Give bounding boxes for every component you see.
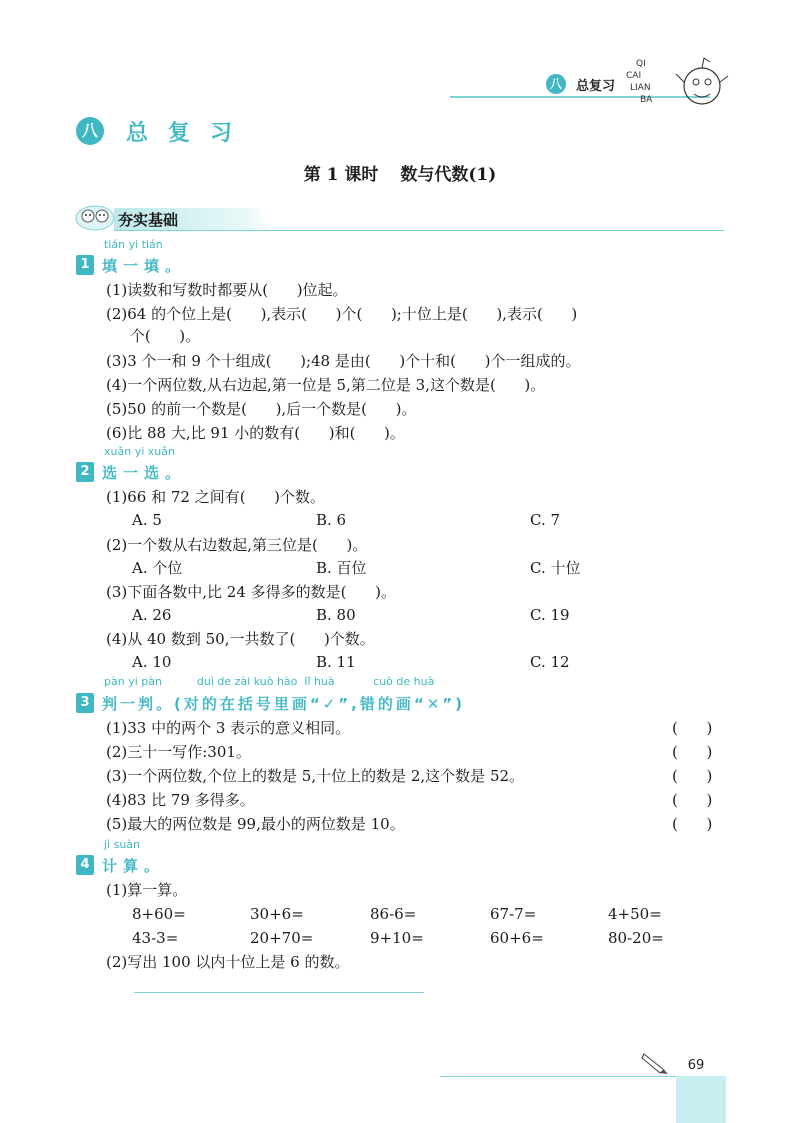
calc-expression: 8+60= <box>132 905 186 923</box>
section-banner <box>74 206 724 228</box>
q3-answer-paren[interactable]: ( ) <box>672 743 713 761</box>
q4-pinyin: jì suàn <box>104 838 141 851</box>
q3-statement: (1)33 中的两个 3 表示的意义相同。 <box>106 719 351 737</box>
unit-heading <box>76 116 252 146</box>
mascot-letter: LIAN <box>630 83 651 93</box>
pencil-icon <box>640 1050 670 1076</box>
q4-number: 4 <box>76 855 94 875</box>
q1-heading <box>76 254 186 276</box>
q2-stem: (4)从 40 数到 50,一共数了( )个数。 <box>106 630 375 648</box>
q2-title: 选一选。 <box>102 463 187 482</box>
q2-choice-a: A. 5 <box>132 511 162 529</box>
calc-expression: 43-3= <box>132 929 179 947</box>
q2-choice-b: B. 11 <box>316 653 356 671</box>
section-title: 夯实基础 <box>118 211 179 229</box>
q2-choice-b: B. 80 <box>316 606 356 624</box>
q2-choice-c: C. 7 <box>530 511 561 529</box>
q2-choice-c: C. 12 <box>530 653 570 671</box>
q1-line: (5)50 的前一个数是( ),后一个数是( )。 <box>106 400 417 418</box>
q2-choice-a: A. 个位 <box>132 559 183 577</box>
lesson-title <box>0 160 800 185</box>
q3-number: 3 <box>76 693 94 713</box>
q2-choice-b: B. 百位 <box>316 559 367 577</box>
banner-rule <box>114 230 724 231</box>
q1-title: 填一填。 <box>102 256 187 275</box>
q3-answer-paren[interactable]: ( ) <box>672 719 713 737</box>
q3-answer-paren[interactable]: ( ) <box>672 791 713 809</box>
q1-line: (3)3 个一和 9 个十组成( );48 是由( )个十和( )个一组成的。 <box>106 352 581 370</box>
q1-line: (2)64 的个位上是( ),表示( )个( );十位上是( ),表示( ) <box>106 305 578 323</box>
mascot-letter: QI <box>636 59 646 69</box>
q3-answer-paren[interactable]: ( ) <box>672 815 713 833</box>
q2-pinyin: xuǎn yi xuǎn <box>104 445 175 458</box>
q2-choice-a: A. 10 <box>132 653 172 671</box>
q4-subquestion: (2)写出 100 以内十位上是 6 的数。 <box>106 953 350 971</box>
q3-title: 判一判。(对的在括号里画“✓”,错的画“✕”) <box>102 694 465 713</box>
mascot-letter: CAI <box>626 71 642 81</box>
q1-line: (1)读数和写数时都要从( )位起。 <box>106 281 348 299</box>
calc-expression: 80-20= <box>608 929 664 947</box>
header-title: 总复习 <box>576 79 616 94</box>
answer-blank-line[interactable] <box>134 992 424 993</box>
q1-pinyin: tián yi tián <box>104 238 163 251</box>
q3-statement: (4)83 比 79 多得多。 <box>106 791 255 809</box>
lesson-topic: 数与代数(1) <box>400 165 497 185</box>
calc-expression: 9+10= <box>370 929 424 947</box>
q1-line: 个( )。 <box>106 327 201 345</box>
q4-heading <box>76 854 165 876</box>
header-unit-badge: 八 <box>546 74 566 94</box>
unit-badge: 八 <box>76 117 104 145</box>
mascot-letter: BA <box>640 95 653 105</box>
calc-expression: 4+50= <box>608 905 662 923</box>
calc-expression: 30+6= <box>250 905 304 923</box>
q4-subquestion: (1)算一算。 <box>106 881 188 899</box>
q3-heading <box>76 692 465 714</box>
calc-expression: 60+6= <box>490 929 544 947</box>
q2-stem: (2)一个数从右边数起,第三位是( )。 <box>106 536 368 554</box>
q3-statement: (2)三十一写作:301。 <box>106 743 251 761</box>
q1-number: 1 <box>76 255 94 275</box>
q4-title: 计算。 <box>102 856 166 875</box>
q2-choice-c: C. 19 <box>530 606 570 624</box>
q2-choice-a: A. 26 <box>132 606 172 624</box>
footer-tab <box>676 1076 726 1123</box>
q1-line: (6)比 88 大,比 91 小的数有( )和( )。 <box>106 424 405 442</box>
cartoon-children-icon <box>74 202 116 232</box>
q3-statement: (3)一个两位数,个位上的数是 5,十位上的数是 2,这个数是 52。 <box>106 767 525 785</box>
q2-choice-b: B. 6 <box>316 511 347 529</box>
q2-stem: (1)66 和 72 之间有( )个数。 <box>106 488 326 506</box>
mascot-logo-icon <box>622 52 732 112</box>
calc-expression: 67-7= <box>490 905 537 923</box>
q3-pinyin: pàn yi pàn duì de zài kuò hào lǐ huà cuò de huà <box>104 675 435 688</box>
q2-stem: (3)下面各数中,比 24 多得多的数是( )。 <box>106 583 396 601</box>
calc-expression: 20+70= <box>250 929 314 947</box>
q3-answer-paren[interactable]: ( ) <box>672 767 713 785</box>
calc-expression: 86-6= <box>370 905 417 923</box>
q1-line: (4)一个两位数,从右边起,第一位是 5,第二位是 3,这个数是( )。 <box>106 376 546 394</box>
q2-number: 2 <box>76 462 94 482</box>
q2-heading <box>76 461 186 483</box>
lesson-number: 第 1 课时 <box>303 165 379 185</box>
unit-title: 总复习 <box>126 120 253 146</box>
page-number: 69 <box>687 1058 705 1073</box>
q2-choice-c: C. 十位 <box>530 559 581 577</box>
q3-statement: (5)最大的两位数是 99,最小的两位数是 10。 <box>106 815 405 833</box>
